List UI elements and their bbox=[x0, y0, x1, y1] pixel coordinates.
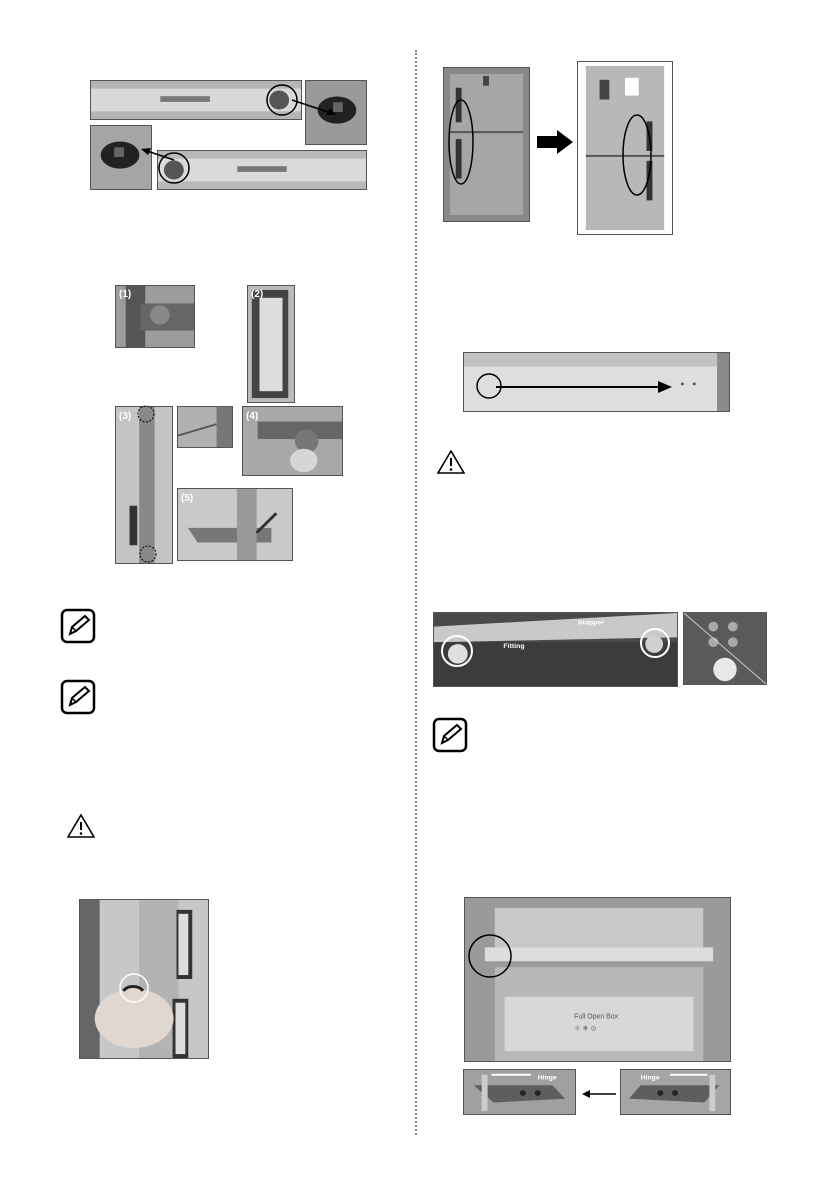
highlight-circle-icon bbox=[440, 634, 474, 668]
photo-step-3 bbox=[115, 406, 173, 564]
photo-step-2 bbox=[247, 285, 295, 403]
svg-text:Full Open Box: Full Open Box bbox=[574, 1013, 619, 1021]
highlight-oval-icon bbox=[620, 112, 654, 198]
photo-stopper-closeup bbox=[683, 612, 767, 685]
highlight-circle-icon bbox=[138, 544, 158, 564]
note-pen-icon bbox=[60, 679, 96, 715]
step-badge bbox=[250, 286, 268, 300]
highlight-circle-icon bbox=[638, 626, 672, 660]
highlight-circle-icon bbox=[117, 971, 151, 1005]
highlight-circle-icon bbox=[466, 932, 514, 980]
page-divider bbox=[415, 50, 417, 1135]
svg-text:(5): (5) bbox=[181, 493, 194, 504]
svg-text:Hinge: Hinge bbox=[640, 1074, 660, 1082]
svg-text:(2): (2) bbox=[251, 289, 264, 300]
photo-hinge-right bbox=[620, 1069, 731, 1115]
step-badge bbox=[180, 490, 198, 504]
right-arrow-icon bbox=[537, 130, 573, 154]
svg-text:Fitting: Fitting bbox=[503, 643, 525, 651]
svg-text:Stopper: Stopper bbox=[577, 619, 604, 627]
arrow-right-icon bbox=[290, 96, 340, 121]
step-badge bbox=[245, 408, 263, 422]
photo-hinge-left bbox=[463, 1069, 576, 1115]
warning-triangle-icon bbox=[67, 814, 95, 838]
note-pen-icon bbox=[60, 608, 96, 644]
svg-text:☼ ❄ ⊙: ☼ ❄ ⊙ bbox=[574, 1024, 597, 1033]
arrow-left-icon bbox=[580, 1086, 618, 1102]
step-badge bbox=[118, 286, 136, 300]
note-pen-icon bbox=[432, 717, 468, 753]
svg-text:(1): (1) bbox=[119, 289, 132, 300]
svg-text:(4): (4) bbox=[246, 411, 259, 422]
svg-text:(3): (3) bbox=[119, 411, 132, 422]
warning-triangle-icon bbox=[437, 450, 465, 474]
highlight-oval-icon bbox=[446, 98, 476, 186]
slide-arrow-icon bbox=[474, 370, 674, 400]
photo-screw-detail bbox=[177, 406, 233, 448]
highlight-circle-icon bbox=[136, 404, 156, 424]
svg-text:Hinge: Hinge bbox=[537, 1074, 557, 1082]
step-badge bbox=[118, 408, 136, 422]
arrow-left-icon bbox=[138, 144, 178, 166]
